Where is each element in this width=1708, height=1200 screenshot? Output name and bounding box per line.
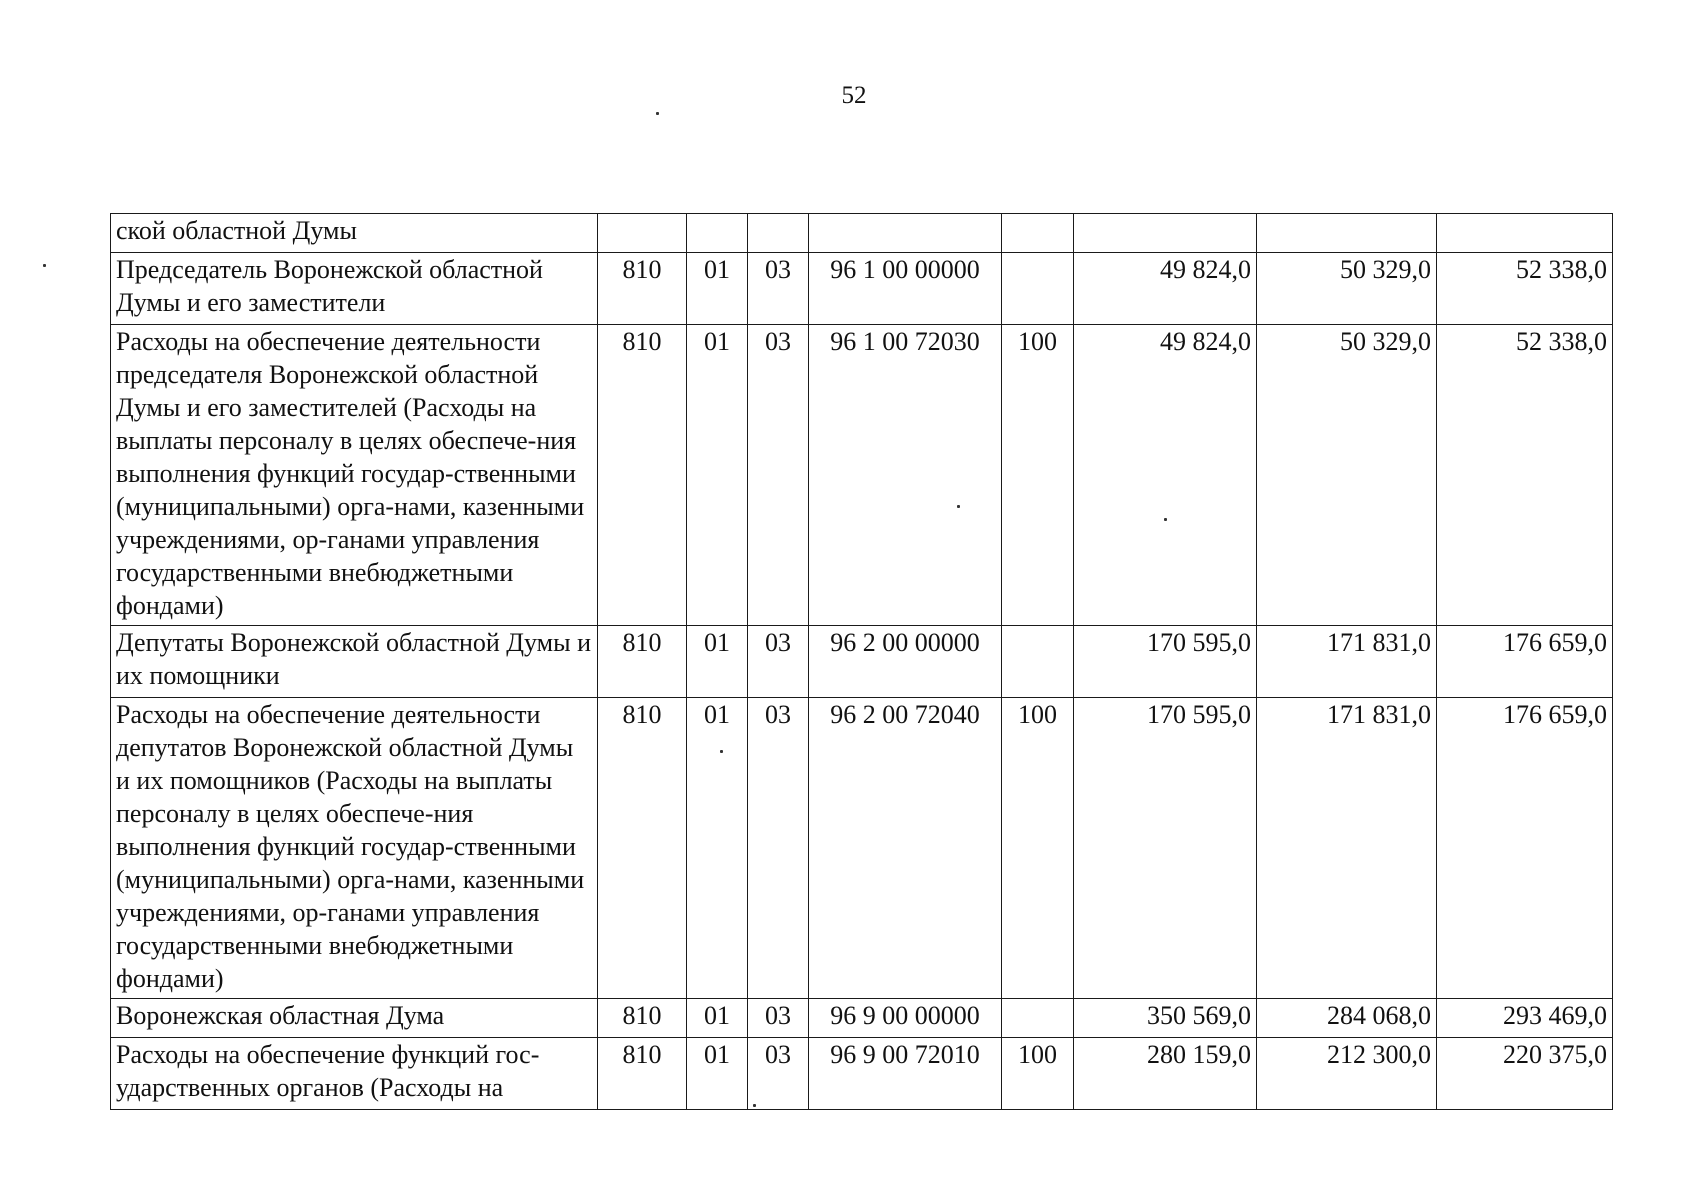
row-name: Расходы на обеспечение деятельности депутатов Воронежской областной Думы и их помощников (Расходы на выплаты персоналу в целях обеспече-ния выполнения функций государ-ственными (муниципальными) орга-нами, казенными учреждениями, ор-ганами управления государственными внебюджетными фондами) [111,698,598,999]
cell-admin: 810 [598,626,687,698]
page-number: 52 [841,82,867,109]
cell-expense-type [1002,214,1074,253]
cell-year3: 220 375,0 [1437,1038,1613,1110]
cell-year1: 49 824,0 [1074,325,1257,626]
budget-table [110,213,1613,1110]
cell-year2: 50 329,0 [1257,325,1437,626]
cell-admin: 810 [598,1038,687,1110]
cell-year2 [1257,214,1437,253]
cell-section: 01 [687,626,748,698]
cell-year3: 176 659,0 [1437,626,1613,698]
cell-target: 96 2 00 00000 [809,626,1002,698]
table-row [111,698,1613,999]
cell-expense-type [1002,999,1074,1038]
cell-year1: 280 159,0 [1074,1038,1257,1110]
scan-speck [957,505,960,508]
cell-year3: 176 659,0 [1437,698,1613,999]
cell-subsection: 03 [748,253,809,325]
row-name: Воронежская областная Дума [111,999,598,1038]
table-row [111,325,1613,626]
cell-expense-type: 100 [1002,325,1074,626]
scan-speck [656,112,659,115]
cell-subsection [748,214,809,253]
cell-section [687,214,748,253]
cell-expense-type [1002,253,1074,325]
cell-admin [598,214,687,253]
cell-subsection: 03 [748,1038,809,1110]
cell-year1: 49 824,0 [1074,253,1257,325]
cell-admin: 810 [598,698,687,999]
scan-speck [753,1104,756,1107]
scan-speck [1164,518,1167,521]
cell-section: 01 [687,1038,748,1110]
cell-year1: 170 595,0 [1074,698,1257,999]
cell-year2: 171 831,0 [1257,626,1437,698]
cell-year1: 350 569,0 [1074,999,1257,1038]
cell-section: 01 [687,253,748,325]
cell-year2: 50 329,0 [1257,253,1437,325]
cell-expense-type [1002,626,1074,698]
row-name: Расходы на обеспечение деятельности председателя Воронежской областной Думы и его заместителей (Расходы на выплаты персоналу в целях обеспече-ния выполнения функций государ-ственными (муниципальными) орга-нами, казенными учреждениями, ор-ганами управления государственными внебюджетными фондами) [111,325,598,626]
cell-target: 96 1 00 72030 [809,325,1002,626]
cell-subsection: 03 [748,698,809,999]
cell-target: 96 2 00 72040 [809,698,1002,999]
row-name: Председатель Воронежской областной Думы и его заместители [111,253,598,325]
cell-subsection: 03 [748,626,809,698]
row-name: ской областной Думы [111,214,598,253]
row-name: Расходы на обеспечение функций гос-ударственных органов (Расходы на [111,1038,598,1110]
cell-expense-type: 100 [1002,698,1074,999]
cell-year2: 171 831,0 [1257,698,1437,999]
cell-expense-type: 100 [1002,1038,1074,1110]
cell-year1 [1074,214,1257,253]
table-row [111,999,1613,1038]
cell-year3: 52 338,0 [1437,253,1613,325]
cell-year2: 212 300,0 [1257,1038,1437,1110]
cell-year3 [1437,214,1613,253]
table-row [111,253,1613,325]
scan-speck [43,264,46,267]
row-name: Депутаты Воронежской областной Думы и их помощники [111,626,598,698]
cell-year2: 284 068,0 [1257,999,1437,1038]
cell-admin: 810 [598,325,687,626]
cell-year3: 52 338,0 [1437,325,1613,626]
cell-section: 01 [687,698,748,999]
cell-target [809,214,1002,253]
scan-speck [720,750,723,753]
cell-section: 01 [687,325,748,626]
cell-subsection: 03 [748,325,809,626]
cell-year1: 170 595,0 [1074,626,1257,698]
cell-year3: 293 469,0 [1437,999,1613,1038]
table-row [111,626,1613,698]
table-row [111,214,1613,253]
cell-admin: 810 [598,999,687,1038]
cell-target: 96 9 00 72010 [809,1038,1002,1110]
cell-target: 96 9 00 00000 [809,999,1002,1038]
table-row [111,1038,1613,1110]
cell-target: 96 1 00 00000 [809,253,1002,325]
cell-subsection: 03 [748,999,809,1038]
cell-admin: 810 [598,253,687,325]
cell-section: 01 [687,999,748,1038]
